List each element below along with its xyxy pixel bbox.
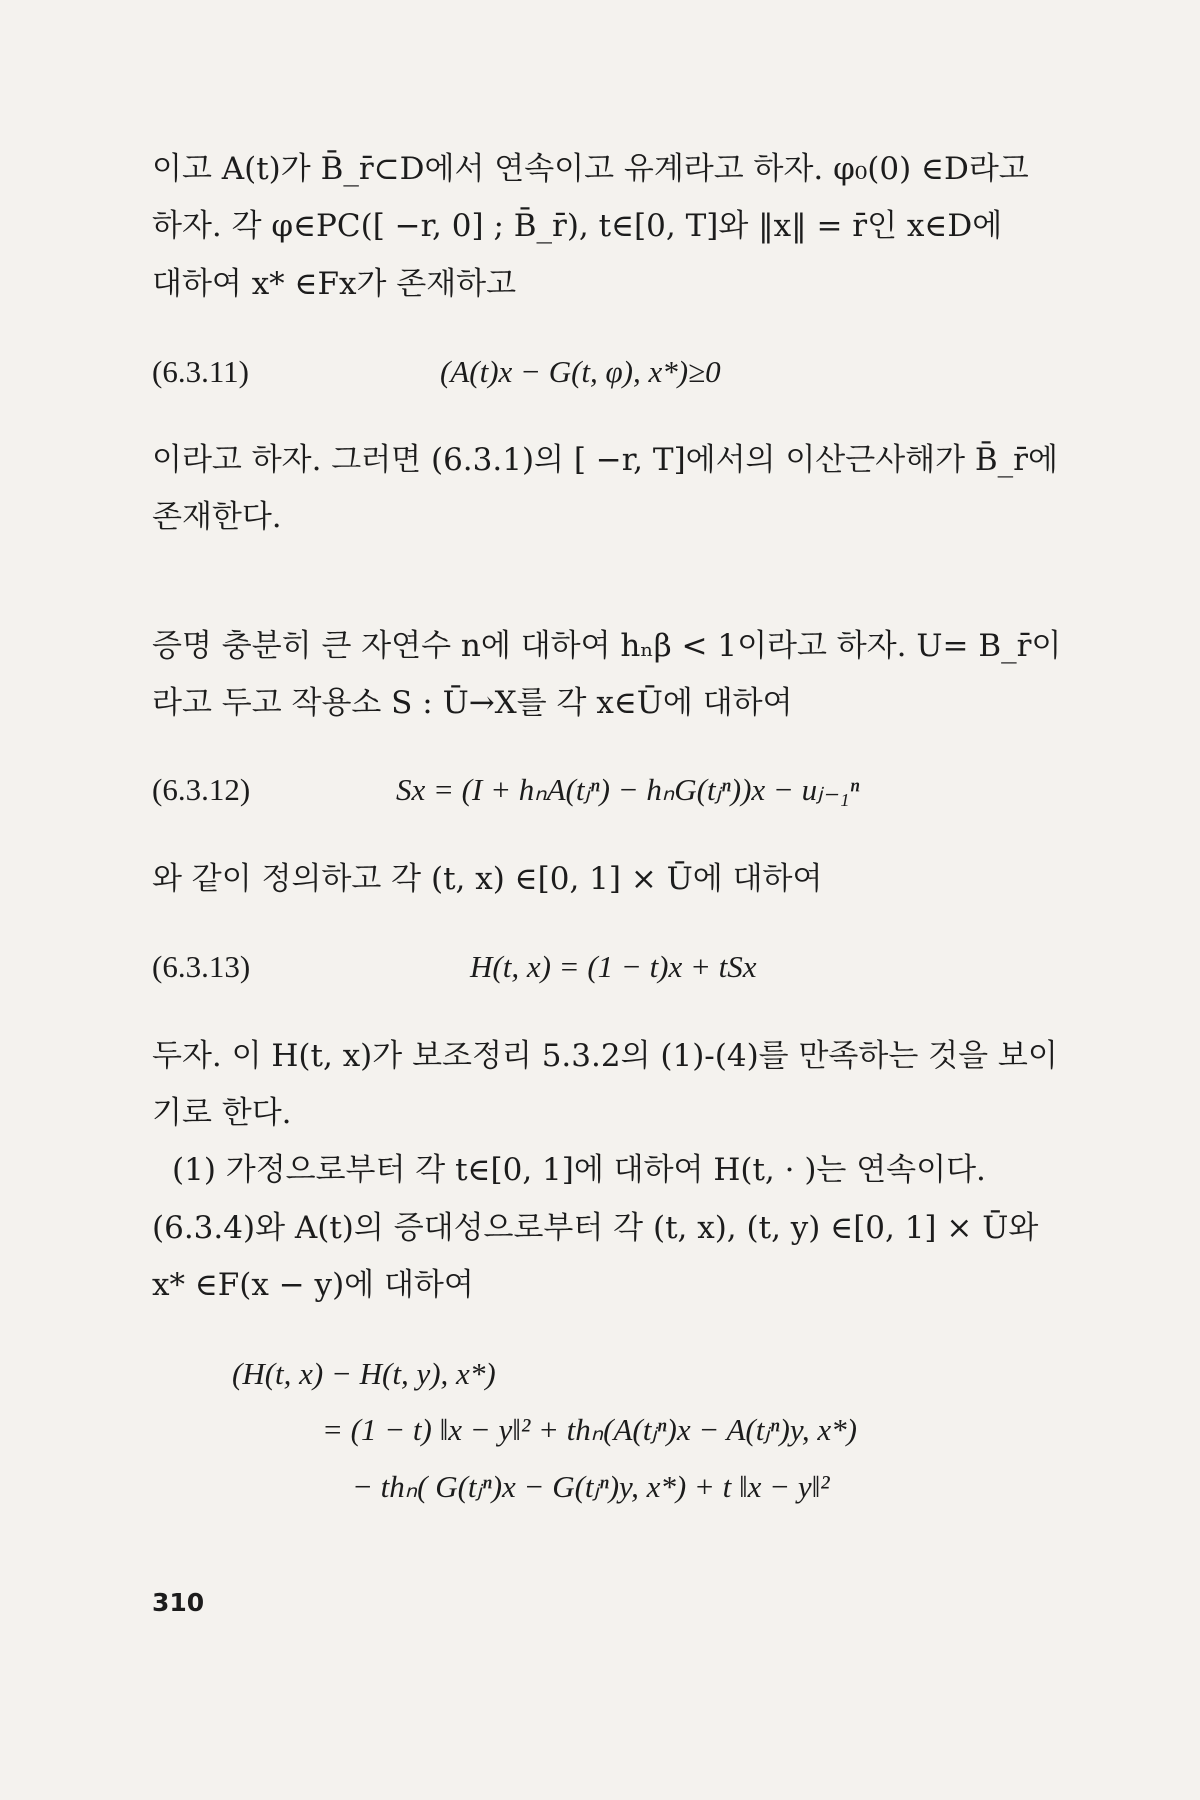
equation-label: (6.3.11) (152, 354, 249, 389)
text-line: x* ∈F(x − y)에 대하여 (152, 1267, 474, 1303)
text-line: 두자. 이 H(t, x)가 보조정리 5.3.2의 (1)-(4)를 만족하는 것을 보이 (152, 1038, 1058, 1074)
text-line: 이라고 하자. 그러면 (6.3.1)의 [ −r, T]에서의 이산근사해가 B̄_r̄에 (152, 442, 1058, 478)
equation-6-3-13: H(t, x) = (1 − t)x + tSx (470, 949, 757, 984)
text-line: 와 같이 정의하고 각 (t, x) ∈[0, 1] × Ū에 대하여 (152, 861, 823, 897)
page-number: 310 (152, 1588, 205, 1617)
proof-line: 라고 두고 작용소 S : Ū→X를 각 x∈Ū에 대하여 (152, 685, 793, 721)
equation-6-3-11: (A(t)x − G(t, φ), x*)≥0 (440, 354, 721, 389)
text-line: 이고 A(t)가 B̄_r̄⊂D에서 연속이고 유계라고 하자. φ₀(0) ∈D라고 (152, 151, 1029, 187)
display-equation-line: − thₙ( G(tⱼⁿ)x − G(tⱼⁿ)y, x*) + t ‖x − y‖² (352, 1469, 830, 1504)
text-line: (1) 가정으로부터 각 t∈[0, 1]에 대하여 H(t, · )는 연속이다. (172, 1152, 986, 1188)
equation-label: (6.3.12) (152, 772, 251, 807)
text-line: 존재한다. (152, 499, 282, 535)
text-line: (6.3.4)와 A(t)의 증대성으로부터 각 (t, x), (t, y) ∈[0, 1] × Ū와 (152, 1210, 1039, 1246)
display-equation-line: = (1 − t) ‖x − y‖² + thₙ(A(tⱼⁿ)x − A(tⱼⁿ)y, x*) (322, 1412, 857, 1447)
text-line: 대하여 x* ∈Fx가 존재하고 (152, 266, 517, 302)
equation-label: (6.3.13) (152, 949, 251, 984)
equation-6-3-12: Sx = (I + hₙA(tⱼⁿ) − hₙG(tⱼⁿ))x − uⱼ₋₁ⁿ (396, 772, 860, 807)
text-line: 기로 한다. (152, 1095, 292, 1131)
text-line: 하자. 각 φ∈PC([ −r, 0] ; B̄_r̄), t∈[0, T]와 ‖x‖ = r̄인 x∈D에 (152, 208, 1003, 244)
display-equation-line: (H(t, x) − H(t, y), x*) (232, 1356, 496, 1391)
proof-line: 증명 충분히 큰 자연수 n에 대하여 hₙβ < 1이라고 하자. U= B_r̄이 (152, 628, 1062, 664)
